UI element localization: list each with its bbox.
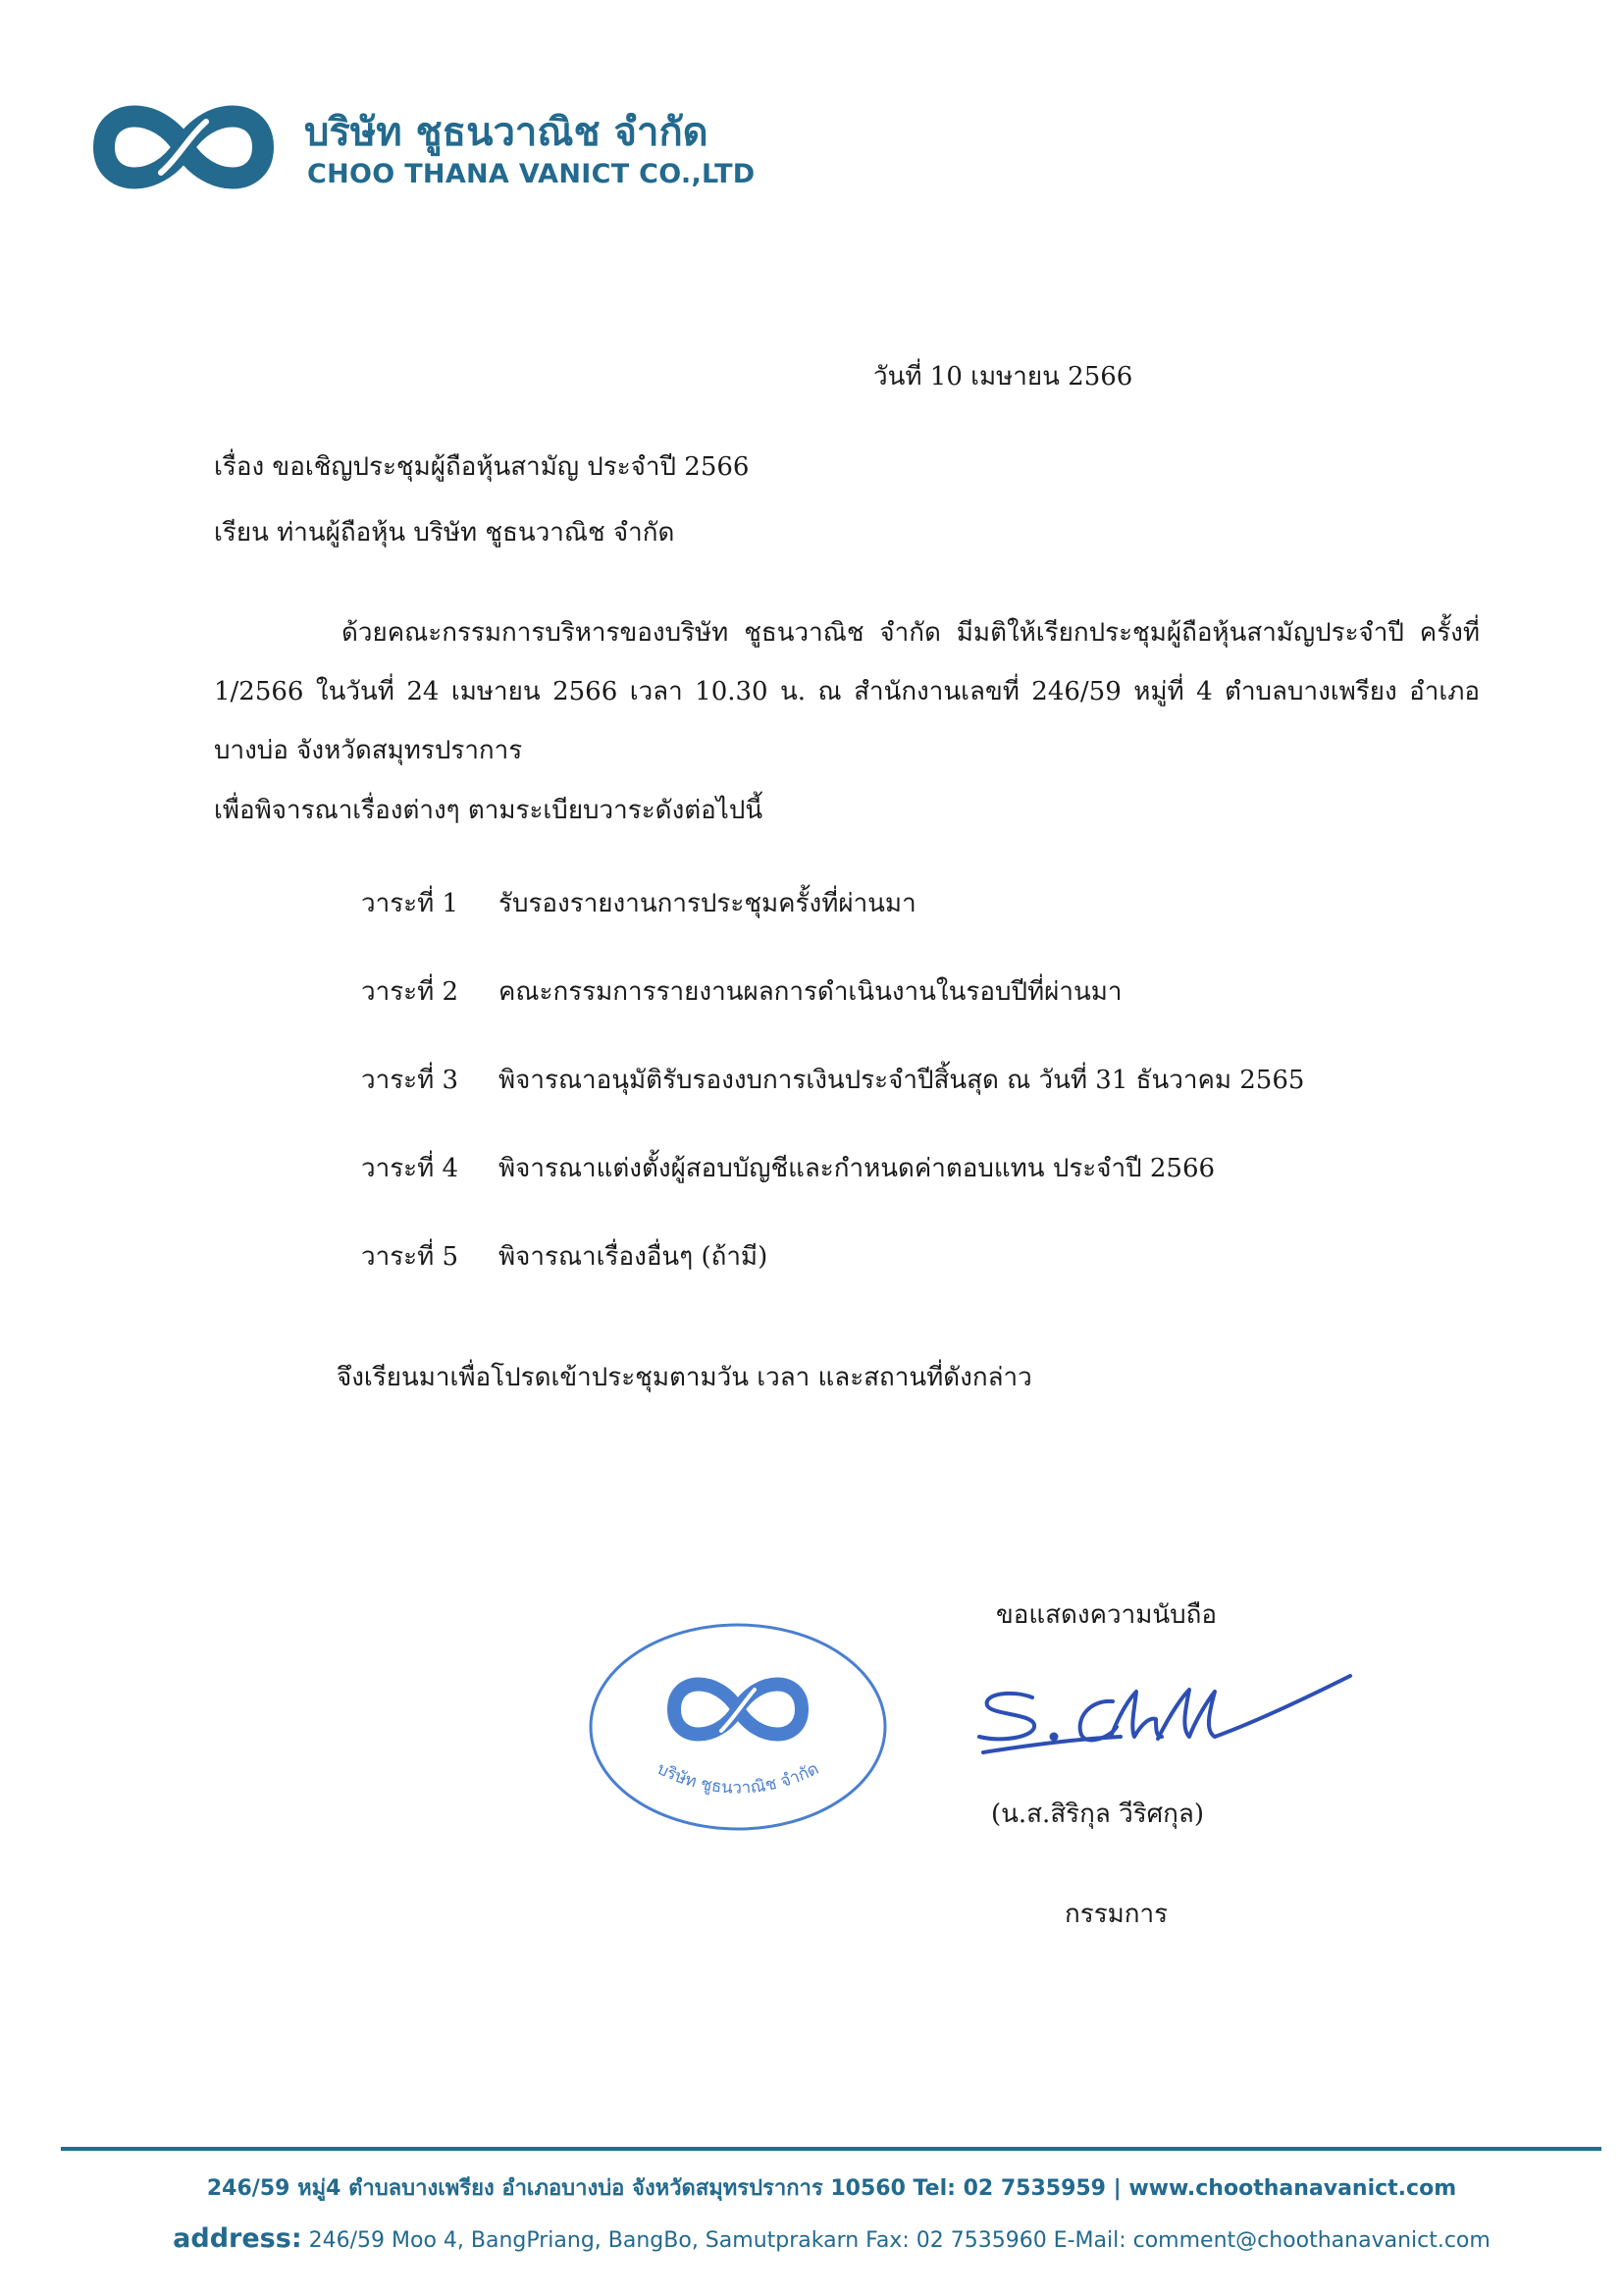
agenda-item-number: วาระที่ 3 [361, 1066, 459, 1095]
agenda-item [361, 1060, 1304, 1100]
letter-recipient: เรียน ท่านผู้ถือหุ้น บริษัท ชูธนวาณิช จำกัด [214, 518, 675, 548]
letter-closing: จึงเรียนมาเพื่อโปรดเข้าประชุมตามวัน เวลา และสถานที่ดังกล่าว [337, 1363, 1032, 1392]
footer-address-text: 246/59 Moo 4, BangPriang, BangBo, Samutprakarn Fax: 02 7535960 E-Mail: comment@choothanavanict.com [308, 2228, 1491, 2253]
letter-date: วันที่ 10 เมษายน 2566 [873, 362, 1133, 391]
svg-text:บริษัท ชูธนวาณิช จำกัด [654, 1759, 821, 1799]
agenda-item-text: รับรองรายงานการประชุมครั้งที่ผ่านมา [498, 889, 916, 918]
agenda-item [361, 1236, 767, 1277]
agenda-item-number: วาระที่ 5 [361, 1242, 459, 1272]
agenda-item-text: พิจารณาเรื่องอื่นๆ (ถ้ามี) [498, 1242, 768, 1272]
stamp-text: บริษัท ชูธนวาณิช จำกัด [654, 1758, 822, 1799]
agenda-item-text: พิจารณาอนุมัติรับรองงบการเงินประจำปีสิ้นสุด ณ วันที่ 31 ธันวาคม 2565 [498, 1066, 1305, 1095]
company-name-english: CHOO THANA VANICT CO.,LTD [307, 159, 756, 189]
agenda-item-text: พิจารณาแต่งตั้งผู้สอบบัญชีและกำหนดค่าตอบแทน ประจำปี 2566 [498, 1154, 1216, 1183]
letter-subject: เรื่อง ขอเชิญประชุมผู้ถือหุ้นสามัญ ประจำปี 2566 [214, 452, 750, 482]
footer-english-address [79, 2223, 1585, 2254]
agenda-item-number: วาระที่ 4 [361, 1154, 459, 1183]
agenda-item-text: คณะกรรมการรายงานผลการดำเนินงานในรอบปีที่ผ่านมา [498, 977, 1123, 1007]
letter-regards: ขอแสดงความนับถือ [996, 1600, 1217, 1630]
signature-icon [973, 1658, 1356, 1766]
footer-thai-address: 246/59 หมู่4 ตำบลบางเพรียง อำเภอบางบ่อ จังหวัดสมุทรปราการ 10560 Tel: 02 7535959 | www.choothanavanict.com [206, 2176, 1457, 2201]
agenda-item-number: วาระที่ 2 [361, 977, 459, 1007]
letter-body-paragraph: ด้วยคณะกรรมการบริหารของบริษัท ชูธนวาณิช จำกัด มีมติให้เรียกประชุมผู้ถือหุ้นสามัญประจำปี ครั้งที่ 1/2566 ในวันที่ 24 เมษายน 2566 เวลา 10.30 น. ณ สำนักงานเลขที่ 246/59 หมู่ที่ 4 ตำบลบางเพรียง อำเภอบางบ่อ จังหวัดสมุทรปราการ [214, 618, 1480, 765]
agenda-intro: เพื่อพิจารณาเรื่องต่างๆ ตามระเบียบวาระดังต่อไปนี้ [214, 796, 763, 825]
agenda-item [361, 971, 1122, 1012]
agenda-item-number: วาระที่ 1 [361, 889, 459, 918]
agenda-item [361, 883, 916, 923]
company-name-thai: บริษัท ชูธนวาณิช จำกัด [304, 110, 708, 155]
company-logo-icon [90, 88, 277, 206]
agenda-item [361, 1148, 1215, 1188]
company-stamp-icon [586, 1619, 890, 1835]
footer-divider [61, 2147, 1601, 2151]
signer-title: กรรมการ [1065, 1900, 1169, 1929]
signer-name: (น.ส.สิริกุล วีริศกุล) [991, 1800, 1204, 1829]
footer-address-label: address: [173, 2223, 302, 2254]
